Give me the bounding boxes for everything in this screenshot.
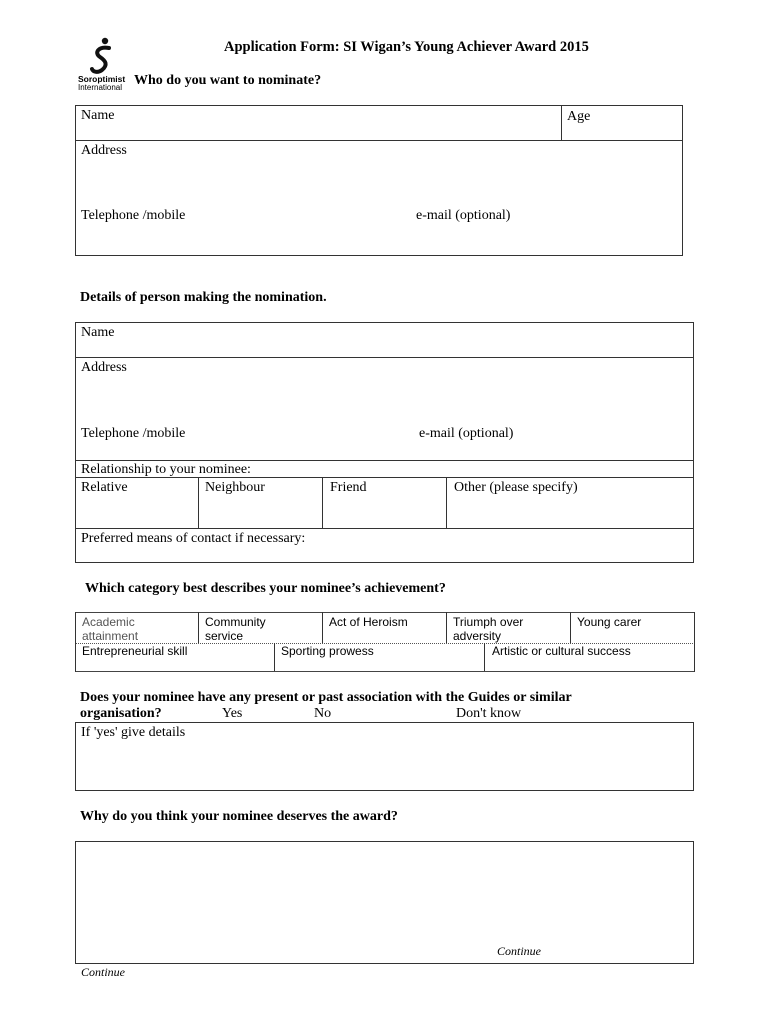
relationship-option-neighbour[interactable] <box>199 478 321 527</box>
relationship-option-relative[interactable] <box>76 478 197 527</box>
nominee-age-label: Age <box>567 109 591 124</box>
association-question-line1: Does your nominee have any present or past association with the Guides or similar <box>80 690 572 705</box>
category-young-carer[interactable] <box>571 613 693 642</box>
nominee-telephone-field[interactable] <box>76 203 406 253</box>
nominator-name-label: Name <box>81 325 115 340</box>
category-label: Artistic or cultural success <box>492 644 631 658</box>
logo-text-line1: Soroptimist <box>78 74 126 84</box>
category-label: Entrepreneurial skill <box>82 644 188 658</box>
association-option-yes[interactable]: Yes <box>222 706 243 721</box>
nominator-telephone-field[interactable] <box>76 420 406 459</box>
nominee-email-label: e-mail (optional) <box>416 208 511 223</box>
continue-below-label: Continue <box>81 965 125 979</box>
relationship-option-label: Friend <box>330 480 367 495</box>
category-label: Academic attainment <box>82 615 139 643</box>
category-label: Young carer <box>577 615 642 629</box>
category-artistic[interactable] <box>485 644 693 670</box>
nominee-address-label: Address <box>81 143 127 158</box>
category-entrepreneurial[interactable] <box>76 644 273 670</box>
association-question-line2: organisation? <box>80 706 162 721</box>
category-heroism[interactable] <box>323 613 445 642</box>
nominator-email-label: e-mail (optional) <box>419 426 514 441</box>
preferred-contact-label: Preferred means of contact if necessary: <box>81 531 306 546</box>
category-community[interactable] <box>199 613 321 642</box>
nominator-heading: Details of person making the nomination. <box>80 290 327 305</box>
preferred-contact-field[interactable] <box>76 529 693 562</box>
category-right-border <box>694 612 695 672</box>
nominator-email-field[interactable] <box>412 420 693 459</box>
category-label: Sporting prowess <box>281 644 374 658</box>
nominee-heading: Who do you want to nominate? <box>134 73 322 88</box>
category-label: Community service <box>205 615 266 643</box>
logo-text-line2: International <box>78 83 123 92</box>
category-sporting[interactable] <box>275 644 483 670</box>
association-details-label: If 'yes' give details <box>81 725 186 740</box>
nominator-address-label: Address <box>81 360 127 375</box>
continue-inside-label: Continue <box>497 944 541 958</box>
nominee-address-field[interactable] <box>76 141 682 201</box>
category-label: Act of Heroism <box>329 615 408 629</box>
category-label: Triumph over adversity <box>453 615 524 643</box>
association-option-dont-know[interactable]: Don't know <box>456 706 522 721</box>
category-academic[interactable] <box>76 613 197 642</box>
category-adversity[interactable] <box>447 613 569 642</box>
relationship-option-friend[interactable] <box>323 478 445 527</box>
soroptimist-logo-icon <box>78 36 128 76</box>
nominator-telephone-label: Telephone /mobile <box>81 426 186 441</box>
relationship-option-label: Relative <box>81 480 128 495</box>
relationship-option-other[interactable] <box>447 478 693 527</box>
relationship-option-label: Neighbour <box>205 480 265 495</box>
nominee-name-field[interactable] <box>76 106 560 139</box>
nominee-age-field[interactable] <box>562 106 682 139</box>
nominee-name-label: Name <box>81 108 115 123</box>
category-bottom-border <box>75 671 695 672</box>
nominator-divider-2 <box>75 460 694 461</box>
nominee-email-field[interactable] <box>410 203 682 253</box>
form-title: Application Form: SI Wigan’s Young Achiever Award 2015 <box>224 39 589 55</box>
relationship-option-label: Other (please specify) <box>454 480 578 495</box>
nominator-address-field[interactable] <box>76 358 693 418</box>
nominee-telephone-label: Telephone /mobile <box>81 208 186 223</box>
association-details-field[interactable] <box>75 722 694 791</box>
deserves-answer-field[interactable] <box>75 841 694 964</box>
soroptimist-logo <box>78 36 128 94</box>
category-heading: Which category best describes your nominee’s achievement? <box>85 581 446 596</box>
relationship-label: Relationship to your nominee: <box>81 462 251 477</box>
nominator-name-field[interactable] <box>76 323 693 356</box>
deserves-heading: Why do you think your nominee deserves the award? <box>80 809 398 824</box>
association-option-no[interactable]: No <box>314 706 332 721</box>
